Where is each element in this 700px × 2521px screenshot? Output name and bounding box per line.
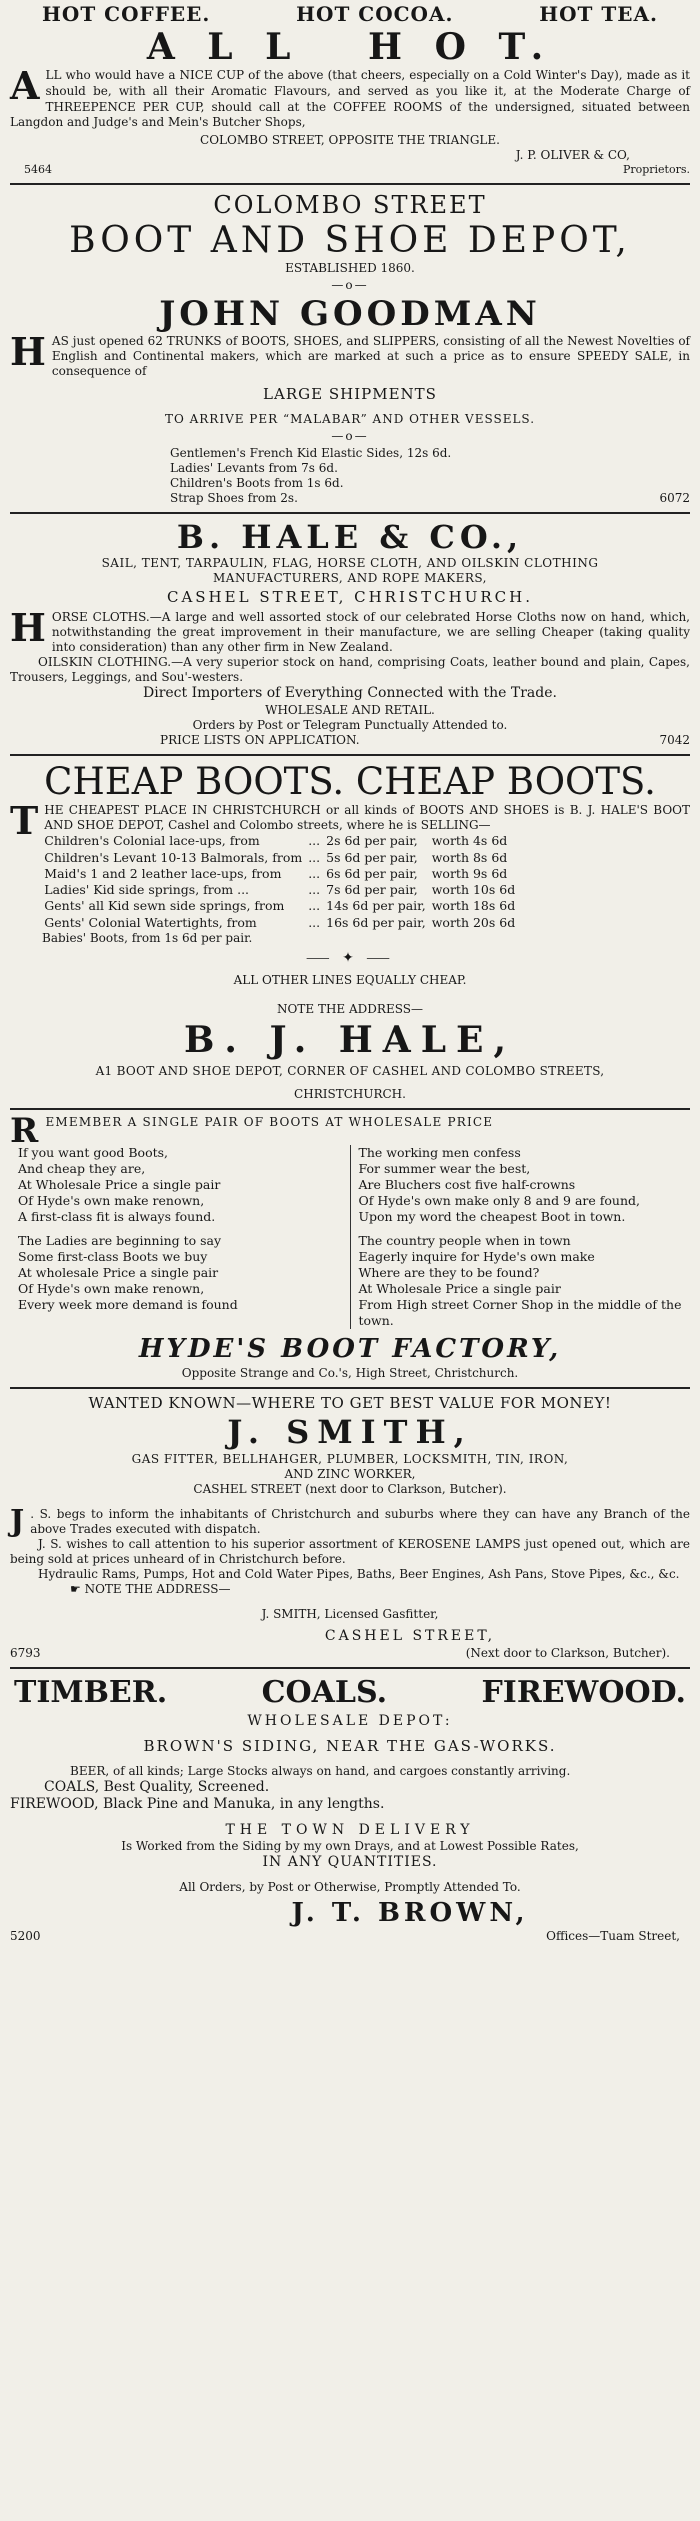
hyde-headline: [10, 1111, 690, 1152]
price-table: [44, 833, 521, 931]
brown-town-delivery: THE TOWN DELIVERY: [225, 1821, 475, 1838]
poem-left-column: [10, 1145, 350, 1329]
smith-number: 6793: [10, 1645, 41, 1660]
divider: [10, 754, 690, 756]
price-worth: worth 4s 6d: [431, 833, 508, 849]
poem-line: At Wholesale Price a single pair: [18, 1177, 221, 1193]
price-value: 16s 6d per pair,: [326, 914, 426, 930]
hyde-poem: [10, 1145, 690, 1329]
a1-depot: A1 BOOT AND SHOE DEPOT, CORNER OF CASHEL AND COLOMBO STREETS,: [95, 1064, 605, 1079]
divider: [10, 1387, 690, 1389]
poem-line: Upon my word the cheapest Boot in town.: [358, 1209, 626, 1225]
hot-body: [10, 63, 690, 130]
firewood-label: FIREWOOD.: [481, 1674, 686, 1710]
hale-sub1: SAIL, TENT, TARPAULIN, FLAG, HORSE CLOTH, AND OILSKIN CLOTHING: [101, 555, 599, 570]
depot-item-last-row: [170, 491, 690, 506]
brown-title: [10, 1674, 690, 1712]
price-value: 14s 6d per pair,: [326, 898, 426, 914]
depot-body-text: AS just opened 62 TRUNKS of BOOTS, SHOES, and SLIPPERS, consisting of all the Newest Novelties of English and Continental makers, which are marked at such a price as to ensure SPEEDY SALE, in consequence of: [51, 334, 690, 378]
brown-beer: BEER, of all kinds; Large Stocks always on hand, and cargoes constantly arriving.: [70, 1763, 571, 1778]
smith-ad: [10, 1394, 690, 1661]
hyde-ad: [10, 1111, 690, 1381]
hale-body2: OILSKIN CLOTHING.—A very superior stock on hand, comprising Coats, leather bound and plain, Capes, Trousers, Leggings, and Sou'-westers.: [10, 655, 690, 685]
price-dots: ...: [308, 882, 321, 898]
timber-label: TIMBER.: [14, 1674, 168, 1710]
hale-title: B. HALE & CO.,: [176, 517, 524, 556]
price-worth: worth 8s 6d: [431, 849, 508, 865]
hot-drinks-ad: [10, 0, 690, 177]
price-item: Children's Colonial lace-ups, from: [44, 833, 260, 849]
poem-line: Every week more demand is found: [18, 1297, 238, 1313]
price-dots: ...: [308, 914, 321, 930]
divider: [10, 1667, 690, 1669]
depot-items: [10, 446, 690, 506]
hot-top-line: [10, 2, 690, 27]
divider: [10, 512, 690, 514]
price-item: Maid's 1 and 2 leather lace-ups, from: [44, 865, 282, 881]
coals-label: COALS.: [261, 1674, 388, 1710]
price-value: 5s 6d per pair,: [326, 849, 418, 865]
price-dots: ...: [308, 898, 321, 914]
price-value: 2s 6d per pair,: [326, 833, 418, 849]
hot-role: Proprietors.: [622, 162, 690, 176]
hale-body1: [10, 605, 690, 655]
depot-divider: —o—: [331, 277, 369, 292]
price-item: Children's Levant 10-13 Balmorals, from: [44, 849, 303, 865]
depot-line1: COLOMBO STREET: [213, 190, 487, 219]
note-address: NOTE THE ADDRESS—: [277, 1002, 423, 1017]
smith-next-door: (Next door to Clarkson, Butcher).: [465, 1645, 670, 1660]
brown-orders: All Orders, by Post or Otherwise, Promptly Attended To.: [179, 1879, 521, 1894]
brown-ad: [10, 1674, 690, 1944]
cheap-boots-title: CHEAP BOOTS. CHEAP BOOTS.: [44, 759, 656, 803]
smith-footer: [10, 1646, 690, 1661]
poem-line: If you want good Boots,: [18, 1145, 169, 1161]
divider: [10, 1108, 690, 1110]
price-dots: ...: [308, 833, 321, 849]
price-value: 7s 6d per pair,: [326, 882, 418, 898]
poem-line: At wholesale Price a single pair: [18, 1265, 219, 1281]
john-goodman-title: JOHN GOODMAN: [159, 293, 541, 334]
poem-gap: [359, 1225, 683, 1233]
cheap-dropcap: T: [10, 798, 39, 844]
price-item: Ladies' Kid side springs, from ...: [44, 882, 250, 898]
price-item: Gents' Colonial Watertights, from: [44, 914, 257, 930]
brown-coals: COALS, Best Quality, Screened.: [44, 1778, 270, 1795]
smith-body1-text: . S. begs to inform the inhabitants of Christchurch and suburbs where they can have any Branch of the above Trades executed with dispatch.: [30, 1507, 690, 1537]
hale-pricelists: PRICE LISTS ON APPLICATION.: [160, 732, 360, 747]
hot-address: COLOMBO STREET, OPPOSITE THE TRIANGLE.: [200, 132, 500, 147]
price-dots: ...: [308, 865, 321, 881]
goodman-ad: [10, 190, 690, 506]
ornament-divider: ⸺ ✦ ⸺: [305, 949, 394, 966]
hale-sub2: MANUFACTURERS, AND ROPE MAKERS,: [212, 570, 487, 585]
poem-line: The working men confess: [358, 1145, 521, 1161]
smith-address: CASHEL STREET (next door to Clarkson, Butcher).: [193, 1482, 507, 1497]
hale-wholesale: WHOLESALE AND RETAIL.: [265, 702, 435, 717]
smith-trades1: GAS FITTER, BELLHAHGER, PLUMBER, LOCKSMITH, TIN, IRON,: [131, 1452, 569, 1467]
smith-wanted: WANTED KNOWN—WHERE TO GET BEST VALUE FOR MONEY!: [88, 1393, 612, 1412]
brown-siding: BROWN'S SIDING, NEAR THE GAS-WORKS.: [143, 1736, 557, 1755]
poem-line: And cheap they are,: [18, 1161, 146, 1177]
hyde-headline-text: EMEMBER A SINGLE PAIR OF BOOTS AT WHOLESALE PRICE: [45, 1115, 494, 1130]
depot-dropcap: H: [10, 329, 46, 374]
depot-body: [10, 329, 690, 379]
brown-footer: [10, 1929, 690, 1944]
hot-number: 5464: [24, 162, 52, 176]
table-row: [44, 915, 521, 931]
poem-line: Of Hyde's own make only 8 and 9 are found,: [358, 1193, 641, 1209]
arrive-per-malabar: TO ARRIVE PER “MALABAR” AND OTHER VESSELS.: [164, 411, 536, 426]
hale-importers: Direct Importers of Everything Connected with the Trade.: [143, 685, 557, 702]
depot-item: Gentlemen's French Kid Elastic Sides, 12s 6d.: [170, 445, 452, 460]
hot-signature: J. P. OLIVER & CO,: [515, 147, 630, 162]
bj-hale-title: B. J. HALE,: [183, 1019, 517, 1062]
depot-divider-2: —o—: [331, 428, 369, 443]
smith-title: J. SMITH,: [227, 1413, 473, 1452]
smith-dropcap: J: [10, 1504, 25, 1540]
hale-body1-text: ORSE CLOTHS.—A large and well assorted stock of our celebrated Horse Cloths now on hand, which, notwithstanding the great improvement in their manufacture, we are selling Cheaper (taking quality into consideration) than any other firm in New Zealand.: [51, 610, 690, 655]
divider: [10, 183, 690, 185]
smith-body1: [10, 1504, 690, 1540]
table-row: [44, 866, 521, 882]
brown-name: J. T. BROWN,: [291, 1897, 529, 1928]
brown-wholesale: WHOLESALE DEPOT:: [247, 1713, 453, 1730]
table-row: [44, 833, 521, 849]
large-shipments: LARGE SHIPMENTS: [263, 385, 437, 403]
table-row: [44, 898, 521, 914]
table-row: [44, 882, 521, 898]
depot-line2: BOOT AND SHOE DEPOT,: [69, 219, 631, 261]
poem-line: At Wholesale Price a single pair: [358, 1281, 561, 1297]
poem-line: The Ladies are beginning to say: [18, 1233, 222, 1249]
hot-coffee-label: HOT COFFEE.: [42, 2, 211, 26]
smith-trades2: AND ZINC WORKER,: [284, 1467, 416, 1482]
depot-item: Children's Boots from 1s 6d.: [170, 475, 344, 490]
cheap-boots-ad: [10, 761, 690, 1102]
table-row: [44, 850, 521, 866]
price-item: Gents' all Kid sewn side springs, from: [44, 898, 285, 914]
poem-line: Of Hyde's own make renown,: [18, 1193, 205, 1209]
hot-dropcap: A: [10, 63, 40, 109]
hale-number: 7042: [659, 732, 690, 747]
hale-ad: [10, 519, 690, 748]
hot-body-text: LL who would have a NICE CUP of the above (that cheers, especially on a Cold Winter's Day), made as it should be, with all their Aromatic Flavours, and served as you like it, at the Moderate Charge of THREEPENCE PER CUP, should call at the COFFEE ROOMS of the undersigned, situated between Langdon and Judge's and Mein's Butcher Shops,: [10, 68, 690, 130]
poem-line: Eagerly inquire for Hyde's own make: [358, 1249, 595, 1265]
smith-note: ☛ NOTE THE ADDRESS—: [70, 1582, 231, 1597]
depot-item: Strap Shoes from 2s.: [170, 490, 298, 505]
poem-line: From High street Corner Shop in the middle of the town.: [358, 1297, 682, 1329]
price-worth: worth 9s 6d: [431, 865, 508, 881]
poem-line: Are Bluchers cost five half-crowns: [358, 1177, 576, 1193]
price-worth: worth 20s 6d: [431, 914, 516, 930]
cheap-body-text: HE CHEAPEST PLACE IN CHRISTCHURCH or all kinds of BOOTS AND SHOES is B. J. HALE'S BOOT AND SHOE DEPOT, Cashel and Colombo streets, where he is SELLING—: [44, 803, 690, 833]
hyde-dropcap: R: [10, 1111, 40, 1152]
hot-footer: [10, 163, 690, 177]
depot-item: Ladies' Levants from 7s 6d.: [170, 460, 338, 475]
advertisements-column: [10, 0, 690, 1944]
depot-number: 6072: [659, 490, 690, 505]
poem-line: The country people when in town: [358, 1233, 571, 1249]
poem-line: Where are they to be found?: [358, 1265, 540, 1281]
depot-established: ESTABLISHED 1860.: [285, 260, 415, 275]
hale-orders: Orders by Post or Telegram Punctually Attended to.: [192, 717, 508, 732]
price-value: 6s 6d per pair,: [326, 865, 418, 881]
smith-body2: J. S. wishes to call attention to his superior assortment of KEROSENE LAMPS just opened out, which are being sold at prices unheard of in Christchurch before.: [10, 1537, 690, 1567]
poem-line: Of Hyde's own make renown,: [18, 1281, 205, 1297]
poem-line: For summer wear the best,: [358, 1161, 531, 1177]
poem-line: A first-class fit is always found.: [18, 1209, 216, 1225]
all-other-lines: ALL OTHER LINES EQUALLY CHEAP.: [233, 973, 467, 988]
hale-dropcap: H: [10, 605, 46, 651]
poem-gap: [18, 1225, 342, 1233]
hyde-address: Opposite Strange and Co.'s, High Street, Christchurch.: [181, 1365, 519, 1380]
brown-worked: Is Worked from the Siding by my own Drays, and at Lowest Possible Rates,: [121, 1839, 579, 1854]
poem-right-column: [350, 1145, 691, 1329]
smith-body3: Hydraulic Rams, Pumps, Hot and Cold Water Pipes, Baths, Beer Engines, Ash Pans, Stove Pipes, &c., &c.: [38, 1567, 680, 1582]
hyde-factory-title: HYDE'S BOOT FACTORY,: [138, 1334, 562, 1365]
price-worth: worth 10s 6d: [431, 882, 516, 898]
hale-footer: [10, 733, 690, 748]
brown-offices: Offices—Tuam Street,: [546, 1929, 680, 1944]
hot-tea-label: HOT TEA.: [539, 2, 658, 26]
poem-line: Some first-class Boots we buy: [18, 1249, 208, 1265]
hot-cocoa-label: HOT COCOA.: [296, 2, 454, 26]
smith-sign: J. SMITH, Licensed Gasfitter,: [261, 1607, 439, 1622]
hale-address: CASHEL STREET, CHRISTCHURCH.: [166, 587, 534, 606]
babies-boots: Babies' Boots, from 1s 6d per pair.: [42, 930, 253, 945]
all-hot-title: A L L H O T.: [146, 26, 554, 68]
christchurch: CHRISTCHURCH.: [294, 1087, 406, 1102]
price-dots: ...: [308, 849, 321, 865]
price-worth: worth 18s 6d: [431, 898, 516, 914]
brown-any-quantities: IN ANY QUANTITIES.: [262, 1854, 438, 1871]
brown-number: 5200: [10, 1929, 41, 1944]
smith-street: CASHEL STREET,: [324, 1628, 496, 1645]
brown-firewood: FIREWOOD, Black Pine and Manuka, in any lengths.: [10, 1796, 385, 1813]
